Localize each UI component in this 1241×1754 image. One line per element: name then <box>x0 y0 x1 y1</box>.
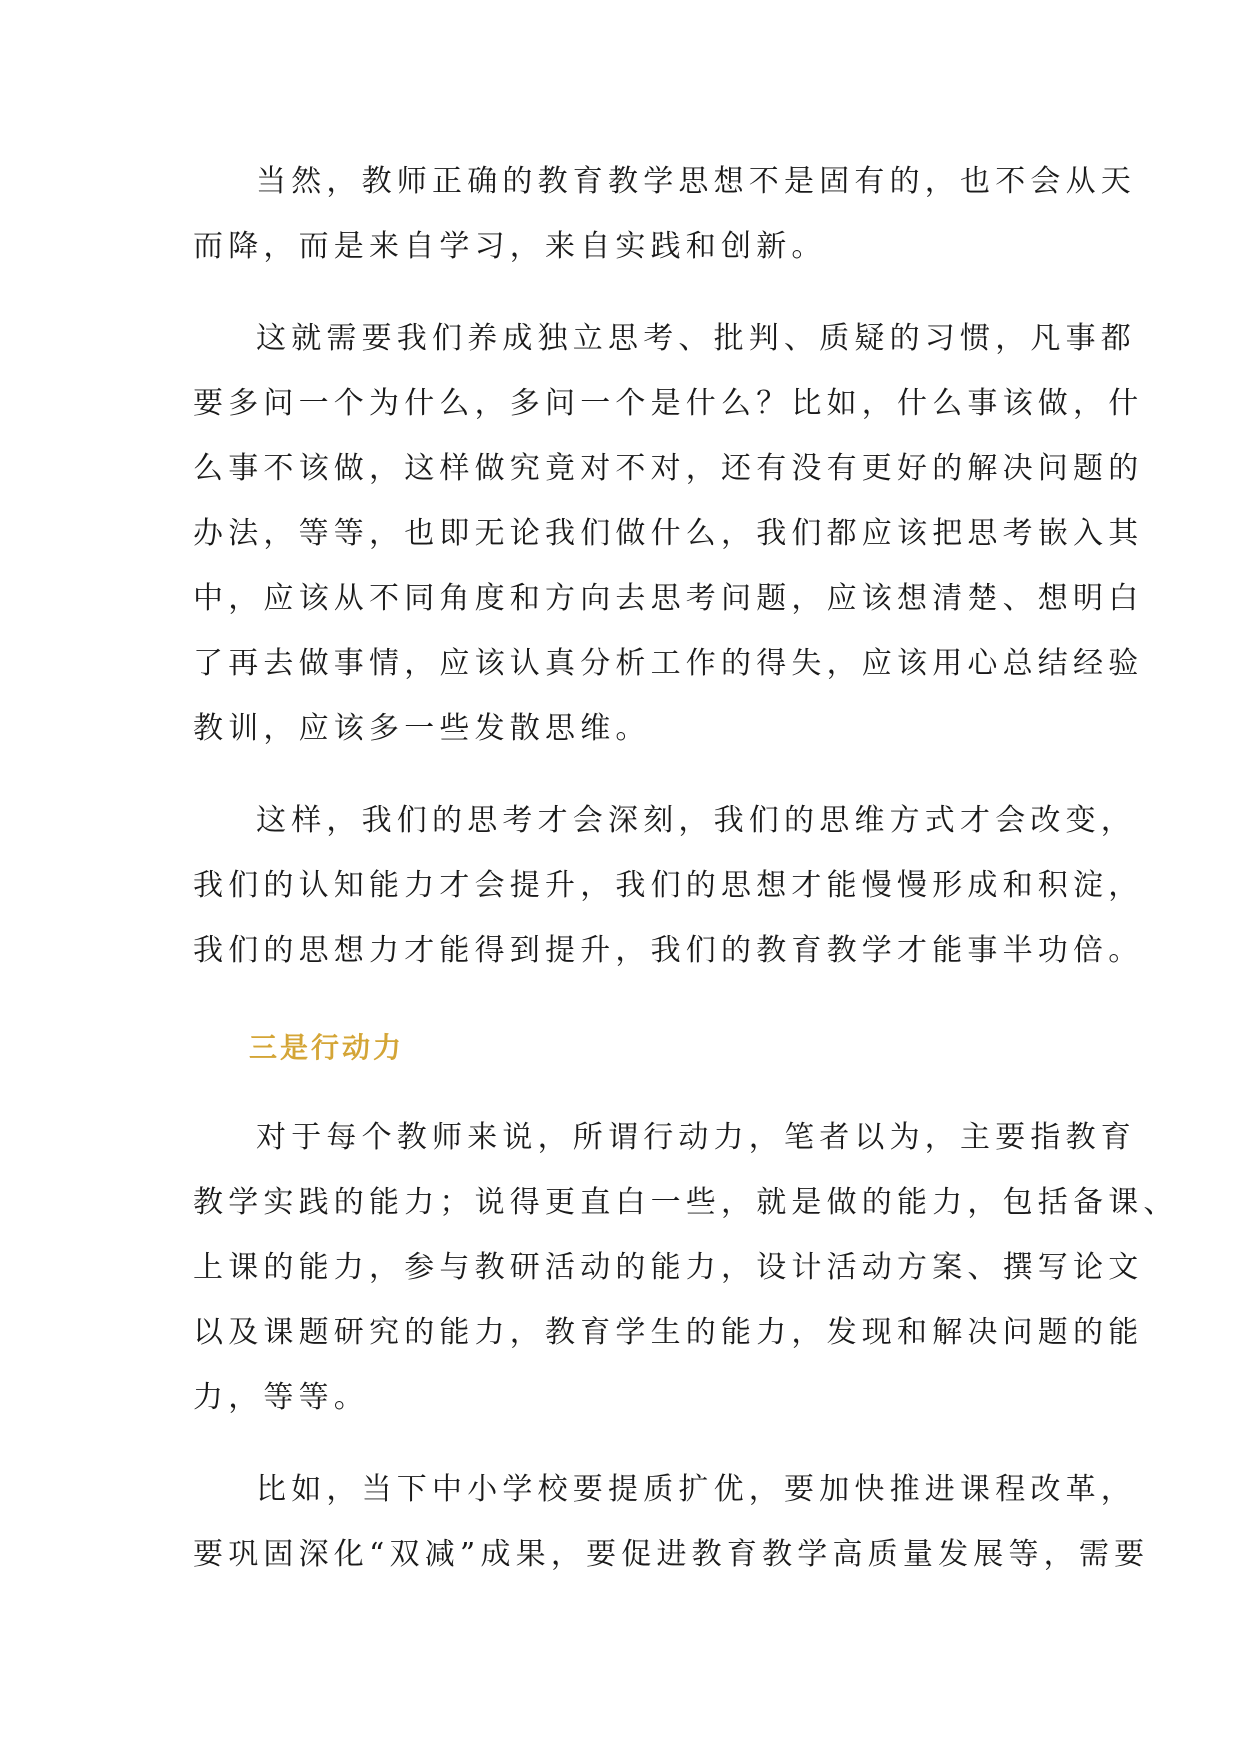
paragraph-line: 比如，当下中小学校要提质扩优，要加快推进课程改革， <box>256 1472 1136 1507</box>
paragraph-line: 要巩固深化“双减”成果，要促进教育教学高质量发展等，需要 <box>193 1537 1150 1572</box>
paragraph-line: 而降，而是来自学习，来自实践和创新。 <box>193 229 827 264</box>
paragraph-line: 我们的认知能力才会提升，我们的思想才能慢慢形成和积淀， <box>193 868 1144 903</box>
paragraph-line: 我们的思想力才能得到提升，我们的教育教学才能事半功倍。 <box>193 933 1144 968</box>
paragraph-line: 以及课题研究的能力，教育学生的能力，发现和解决问题的能 <box>193 1315 1144 1350</box>
paragraph-line: 么事不该做，这样做究竟对不对，还有没有更好的解决问题的 <box>193 451 1144 486</box>
paragraph-line: 要多问一个为什么，多问一个是什么？比如，什么事该做，什 <box>193 386 1144 421</box>
paragraph-line: 这就需要我们养成独立思考、批判、质疑的习惯，凡事都 <box>256 321 1136 356</box>
paragraph-line: 上课的能力，参与教研活动的能力，设计活动方案、撰写论文 <box>193 1250 1144 1285</box>
paragraph-line: 这样，我们的思考才会深刻，我们的思维方式才会改变， <box>256 803 1136 838</box>
paragraph-line: 中，应该从不同角度和方向去思考问题，应该想清楚、想明白 <box>193 581 1144 616</box>
paragraph-line: 力，等等。 <box>193 1380 369 1415</box>
paragraph-line: 教训，应该多一些发散思维。 <box>193 711 651 746</box>
paragraph-line: 了再去做事情，应该认真分析工作的得失，应该用心总结经验 <box>193 646 1144 681</box>
paragraph-line: 对于每个教师来说，所谓行动力，笔者以为，主要指教育 <box>256 1120 1136 1155</box>
paragraph-line: 办法，等等，也即无论我们做什么，我们都应该把思考嵌入其 <box>193 516 1144 551</box>
paragraph-line: 教学实践的能力；说得更直白一些，就是做的能力，包括备课、 <box>193 1185 1179 1220</box>
section-heading: 三是行动力 <box>249 1031 405 1064</box>
paragraph-line: 当然，教师正确的教育教学思想不是固有的，也不会从天 <box>256 164 1136 199</box>
